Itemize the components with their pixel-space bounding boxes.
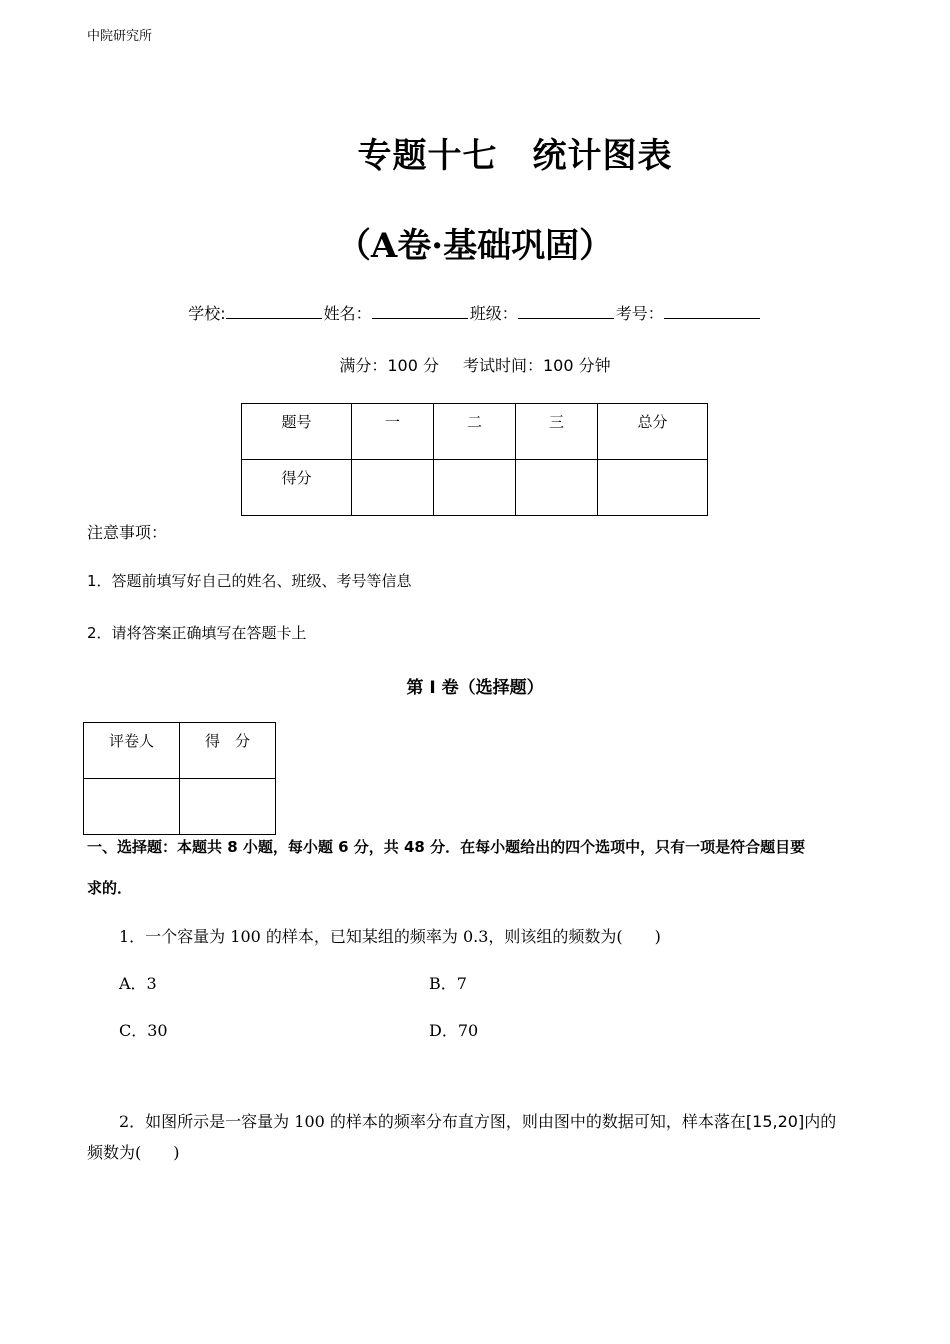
school-label: 学校: [188,304,226,323]
full-marks: 满分：100 分 [339,356,439,375]
score-cell[interactable] [352,460,434,516]
header-org: 中院研究所 [87,29,153,44]
question-2-interval: [15,20] [745,1112,805,1131]
question-2-text-end: 内的 [804,1112,837,1131]
score-header-cell: 总分 [598,404,708,460]
question-2-text: 2．如图所示是一容量为 100 的样本的频率分布直方图，则由图中的数据可知，样本落在 [119,1112,746,1131]
class-label: 班级： [469,304,518,323]
instructions-line: 一、选择题：本题共 8 小题，每小题 6 分，共 48 分．在每小题给出的四个选项中，只有一项是符合题目要 [87,838,806,856]
score-header-cell: 一 [352,404,434,460]
score-header-cell: 三 [516,404,598,460]
score-cell[interactable] [516,460,598,516]
question-2-line2: 频数为( ) [87,1143,180,1162]
page-subtitle: （A卷·基础巩固） [336,226,614,266]
exam-no-label: 考号： [615,304,664,323]
score-cell[interactable] [598,460,708,516]
grader-table [83,722,276,835]
score-header-cell: 题号 [242,404,352,460]
score-table [241,403,708,516]
note-item: 2．请将答案正确填写在答题卡上 [87,624,307,642]
option-b[interactable]: B．7 [429,974,467,993]
note-item: 1．答题前填写好自己的姓名、班级、考号等信息 [87,572,412,590]
question-1: 1．一个容量为 100 的样本，已知某组的频率为 0.3，则该组的频数为( ) [119,927,661,946]
option-c[interactable]: C．30 [119,1021,168,1040]
score-header-cell: 二 [434,404,516,460]
score-row-label: 得分 [242,460,352,516]
instructions-line: 求的． [87,879,133,897]
school-blank[interactable] [226,304,322,319]
class-blank[interactable] [518,304,614,319]
notes-heading: 注意事项： [87,523,168,542]
score-cell[interactable] [434,460,516,516]
section-title: 第 I 卷（选择题） [406,678,544,698]
exam-no-blank[interactable] [664,304,760,319]
student-info-line [0,301,950,324]
grader-score-label: 得 分 [180,723,276,779]
question-2-line1 [119,1109,836,1132]
option-d[interactable]: D．70 [429,1021,479,1040]
option-a[interactable]: A．3 [119,974,157,993]
page-title: 专题十七 统计图表 [357,136,673,176]
grader-label: 评卷人 [84,723,180,779]
name-label: 姓名： [323,304,372,323]
scoring-line [0,353,950,376]
exam-time: 考试时间：100 分钟 [463,356,611,375]
name-blank[interactable] [372,304,468,319]
grader-score-cell[interactable] [180,779,276,835]
grader-cell[interactable] [84,779,180,835]
